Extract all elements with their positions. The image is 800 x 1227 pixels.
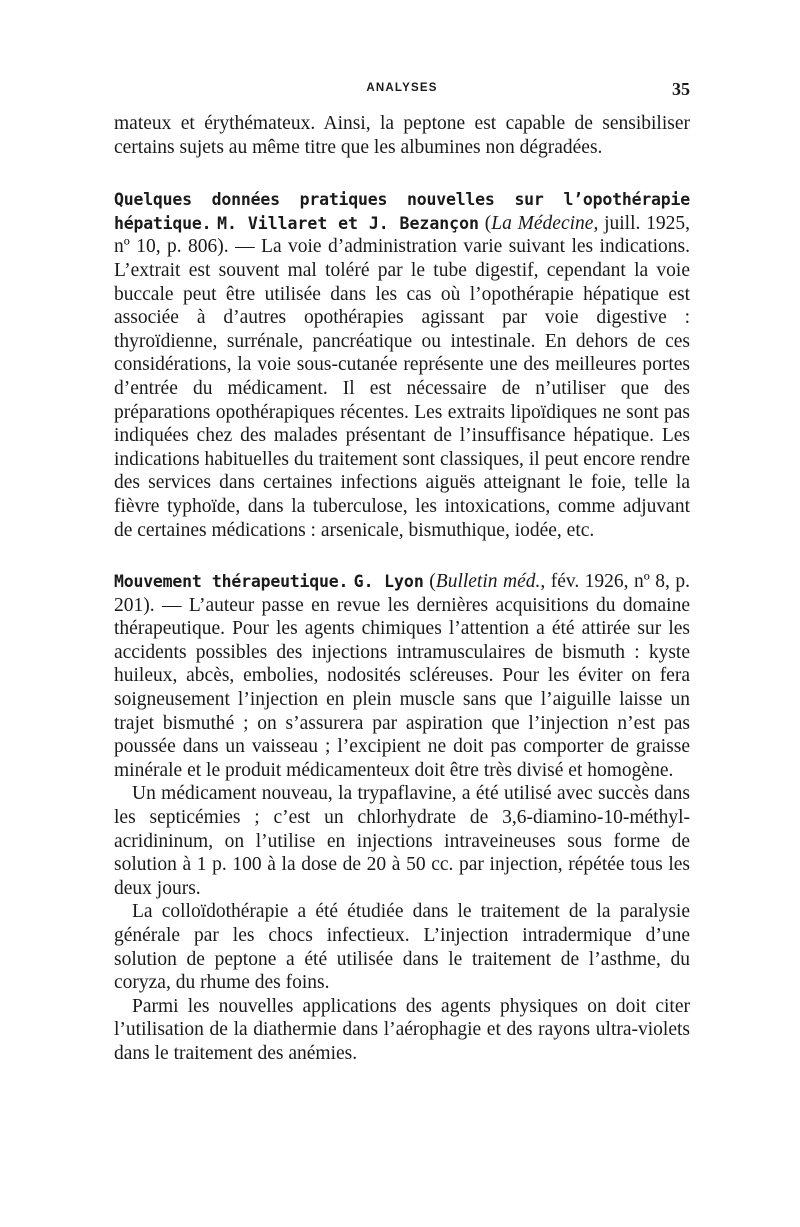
reference-open: ( (484, 212, 492, 234)
reference-open: ( (429, 571, 436, 593)
article-body: — La voie d’administration varie suivant les indications. L’extrait est souvent mal toléré par le tube digestif, cependant la voie buccale peut être utilisée dans les cas où l’opothérapie hépatique est associée à d’autres opothérapies agissant par voie digestive : thyroïdienne, surrénale, pancréatique ou intestinale. En dehors de ces considérations, la voie sous-cutanée représente une des meilleures portes d’entrée du médicament. Il est nécessaire de n’utiliser que des préparations opothérapiques récentes. Les extraits lipoïdiques ne sont pas indiquées chez des malades présentant de l’insuffisance hépatique. Les indications habituelles du traitement sont classiques, il peut encore rendre des services dans certaines infections aiguës atteignant le foie, telle la fièvre typhoïde, dans la tuberculose, les intoxications, comme adjuvant de certaines médications : arsenicale, bismuthique, iodée, etc. (114, 236, 690, 541)
paragraph-colloidotherapie: La colloïdothérapie a été étudiée dans le traitement de la paralysie générale par les chocs infectieux. L’injection intradermique d’une solution de peptone a été utilisée dans le traitement de l’asthme, du coryza, du rhume des foins. (114, 901, 690, 994)
article-entry-opotherapie (114, 188, 690, 542)
paragraph-agents-physiques: Parmi les nouvelles applications des agents physiques on doit citer l’utilisation de la diathermie dans l’aérophagie et des rayons ultra-violets dans le traitement des anémies. (114, 995, 690, 1064)
running-head-title: ANALYSES (366, 82, 438, 94)
journal-name: La Médecine (491, 212, 594, 234)
running-head (114, 80, 690, 102)
page (114, 80, 690, 1066)
article-title: Quelques données pratiques nouvelles sur l’opothérapie hépatique. (114, 190, 690, 233)
article-authors: G. Lyon (353, 572, 424, 592)
journal-name: Bulletin méd. (435, 571, 541, 593)
paragraph-continuation: mateux et érythémateux. Ainsi, la peptone est capable de sensibiliser certains sujets au même titre que les albumines non dégradées. (114, 113, 690, 158)
reference-details: , fév. 1926, nº 8, p. 201). (114, 571, 690, 616)
paragraph-trypaflavine: Un médicament nouveau, la trypaflavine, a été utilisé avec succès dans les septicémies ; c’est un chlorhydrate de 3,6-diamino-10-méthyl-acridininum, on l’utilise en injections intraveineuses sous forme de solution à 1 p. 100 à la dose de 20 à 50 cc. par injection, répétée tous les deux jours. (114, 783, 690, 899)
reference-details: , juill. 1925, nº 10, p. 806). (114, 212, 691, 258)
article-entry-therapeutique (114, 570, 690, 782)
article-body: — L’auteur passe en revue les dernières acquisitions du domaine thérapeutique. Pour les agents chimiques l’attention a été attirée sur les accidents possibles des injections intramusculaires de bismuth : kyste huileux, abcès, embolies, nodosités scléreuses. Pour les éviter on fera soigneusement l’injection en plein muscle sans que l’aiguille laisse un trajet bismuthé ; on s’assurera par aspiration que l’injection n’est pas poussée dans un vaisseau ; l’excipient ne doit pas comporter de graisse minérale et le produit médicamenteux doit être très divisé et homogène. (114, 594, 690, 781)
article-authors: M. Villaret et J. Bezançon (217, 213, 479, 233)
page-number: 35 (672, 79, 690, 99)
article-title: Mouvement thérapeutique. (114, 572, 349, 592)
